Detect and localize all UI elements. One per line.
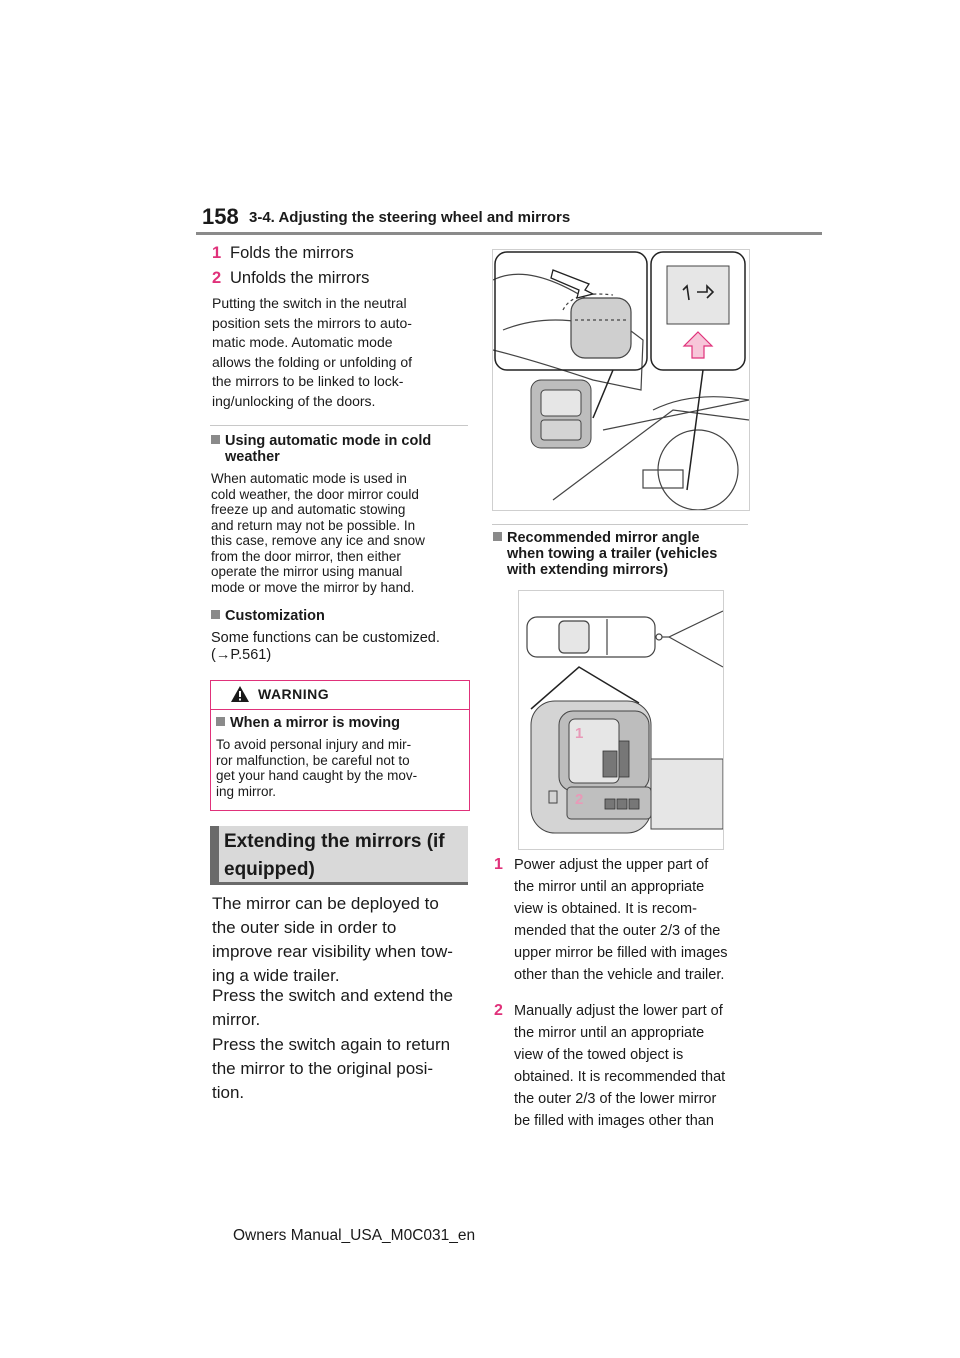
neutral-note [212, 294, 472, 411]
divider [210, 425, 468, 426]
text-line: the mirror until an appropriate [514, 1025, 705, 1041]
text-line: improve rear visibility when tow- [212, 942, 453, 961]
text-line: freeze up and automatic stowing [211, 502, 406, 517]
text-line: ror malfunction, be careful not to [216, 752, 410, 768]
towing-angle-heading: Recommended mirror angle when towing a trailer (vehicles with extending mirrors) [493, 530, 717, 578]
text-line: the outer side in order to [212, 918, 397, 937]
text-line: To avoid personal injury and mir- [216, 737, 412, 752]
warning-title: WARNING [258, 686, 330, 702]
extend-intro-paragraph [212, 892, 474, 988]
text-line: mirror. [212, 1010, 261, 1029]
square-bullet-icon [211, 610, 220, 619]
callout-label-2: 2 [575, 791, 584, 808]
press-extend-paragraph [212, 984, 474, 1032]
text-line: obtained. It is recommended that [514, 1069, 726, 1085]
warning-text [216, 737, 466, 799]
step-number: 1 [212, 244, 222, 262]
square-bullet-icon [493, 532, 502, 541]
text-line: ing/unlocking of the doors. [212, 392, 376, 409]
text-line: the mirrors to be linked to lock- [212, 373, 404, 389]
warning-header [211, 681, 469, 710]
text-line: The mirror can be deployed to [212, 894, 439, 913]
text-line: and return may not be possible. In [211, 517, 416, 533]
text-line: upper mirror be filled with images [514, 945, 728, 961]
step-number: 1 [494, 856, 503, 873]
mirror-switch-illustration [493, 250, 749, 510]
text-line: mended that the outer 2/3 of the [514, 923, 721, 939]
text-line: ing a wide trailer. [212, 966, 340, 985]
text-line: mode or move the mirror by hand. [211, 579, 415, 595]
page-number: 158 [202, 204, 239, 229]
text-line: position sets the mirrors to auto- [212, 314, 412, 331]
text-line: Press the switch and extend the [212, 986, 453, 1005]
text-line: the outer 2/3 of the lower mirror [514, 1091, 717, 1107]
text-line: other than the vehicle and trailer. [514, 967, 725, 983]
text-line: operate the mirror using manual [211, 564, 403, 579]
callout-label-1: 1 [575, 725, 584, 742]
header-rule [196, 232, 822, 235]
square-bullet-icon [216, 717, 225, 726]
upper-mirror-step [494, 854, 756, 986]
text-line: ing mirror. [216, 783, 277, 799]
customization-text: Some functions can be customized. (→P.561) [211, 630, 473, 664]
step-text: Unfolds the mirrors [230, 269, 370, 287]
text-line: this case, remove any ice and snow [211, 533, 425, 548]
warning-heading: When a mirror is moving [216, 715, 400, 731]
text-line: the mirror until an appropriate [514, 879, 705, 895]
press-return-paragraph [212, 1033, 474, 1105]
mirror-switch-figure [492, 249, 750, 511]
section-heading-title: Extending the mirrors (if equipped) [224, 831, 445, 880]
divider [492, 524, 748, 525]
text-line: When automatic mode is used in [211, 471, 407, 486]
warning-triangle-icon [230, 685, 250, 703]
text-line: tion. [212, 1083, 245, 1102]
text-line: get your hand caught by the mov- [216, 768, 418, 783]
page-reference-link[interactable]: (→P.561) [211, 647, 272, 663]
towing-mirror-figure [518, 590, 724, 850]
text-line: matic mode. Automatic mode [212, 334, 393, 350]
towing-mirror-illustration [519, 591, 723, 849]
text-line: the mirror to the original posi- [212, 1059, 434, 1078]
lower-mirror-step [494, 1000, 756, 1132]
text-line: view is obtained. It is recom- [514, 901, 697, 917]
customization-heading: Customization [211, 608, 325, 624]
step-text: Folds the mirrors [230, 244, 354, 262]
text-line: from the door mirror, then either [211, 548, 401, 564]
text-line: cold weather, the door mirror could [211, 486, 419, 502]
text-line: allows the folding or unfolding of [212, 353, 413, 370]
text-line: view of the towed object is [514, 1047, 684, 1063]
section-header-title: 3-4. Adjusting the steering wheel and mirrors [249, 209, 571, 226]
step-number: 2 [494, 1002, 503, 1019]
text-line: Manually adjust the lower part of [514, 1003, 723, 1019]
text-line: Putting the switch in the neutral [212, 295, 407, 311]
text-line: Power adjust the upper part of [514, 857, 709, 873]
cold-weather-text [211, 471, 473, 595]
text-line: Press the switch again to return [212, 1035, 451, 1054]
footer-document-id: Owners Manual_USA_M0C031_en [233, 1227, 476, 1244]
step-number: 2 [212, 269, 222, 287]
section-heading-bar [210, 826, 219, 885]
step-unfold [212, 266, 369, 290]
step-fold [212, 241, 354, 265]
square-bullet-icon [211, 435, 220, 444]
cold-weather-heading: Using automatic mode in cold weather [211, 433, 431, 465]
text-line: be filled with images other than [514, 1113, 714, 1129]
